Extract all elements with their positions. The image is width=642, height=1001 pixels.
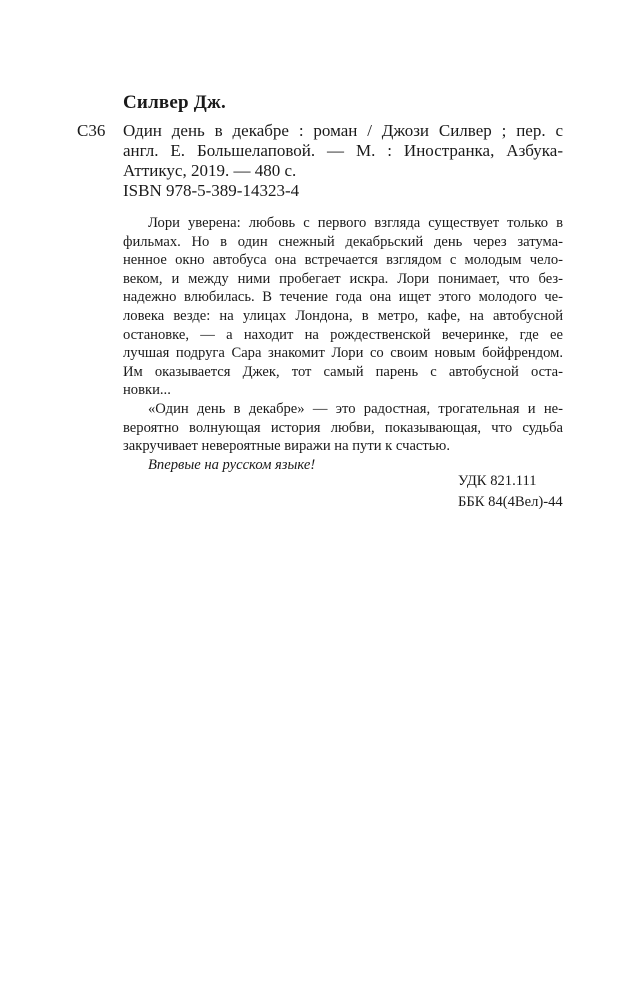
udk-code: УДК 821.111 — [458, 473, 537, 489]
annotation-line: лучшая подруга Сара знакомит Лори со своим новым бойфрендом. — [123, 345, 563, 362]
annotation-line: ловека везде: на улицах Лондона, в метро, кафе, на автобусной — [123, 307, 563, 324]
author-heading: Силвер Дж. — [123, 92, 226, 113]
bibliographic-record — [123, 121, 563, 201]
biblio-line: Один день в декабре : роман / Джози Силвер ; пер. с — [123, 121, 563, 140]
annotation-line: Лори уверена: любовь с первого взгляда существует только в — [148, 215, 563, 231]
annotation-line: фильмах. Но в один снежный декабрьский день через затума- — [123, 233, 563, 250]
annotation-line: ненное окно автобуса она встречается взглядом с молодым чело- — [123, 252, 563, 269]
author-index-code: С36 — [77, 121, 106, 140]
annotation-line: Им оказывается Джек, тот самый парень с автобусной оста- — [123, 363, 563, 380]
bbk-code: ББК 84(4Вел)-44 — [458, 494, 563, 510]
classification-codes — [458, 471, 563, 513]
annotation-line: веком, и между ними пробегает искра. Лори понимает, что без- — [123, 270, 563, 287]
isbn-line: ISBN 978-5-389-14323-4 — [123, 181, 300, 200]
annotation-text — [123, 214, 563, 474]
biblio-line: англ. Е. Большелаповой. — М. : Иностранка, Азбука- — [123, 141, 563, 160]
annotation-line: «Один день в декабре» — это радостная, трогательная и не- — [148, 400, 563, 417]
tagline: Впервые на русском языке! — [148, 456, 316, 473]
annotation-line: надежно влюбилась. В течение года она ищет этого молодого че- — [123, 289, 563, 306]
annotation-line: новки... — [123, 382, 171, 399]
biblio-line: Аттикус, 2019. — 480 с. — [123, 161, 297, 180]
annotation-line: закручивает невероятные виражи на пути к счастью. — [123, 438, 450, 455]
annotation-line: остановке, — а находит на рождественской вечеринке, где ее — [123, 326, 563, 343]
annotation-line: вероятно волнующая история любви, показывающая, что судьба — [123, 419, 563, 436]
